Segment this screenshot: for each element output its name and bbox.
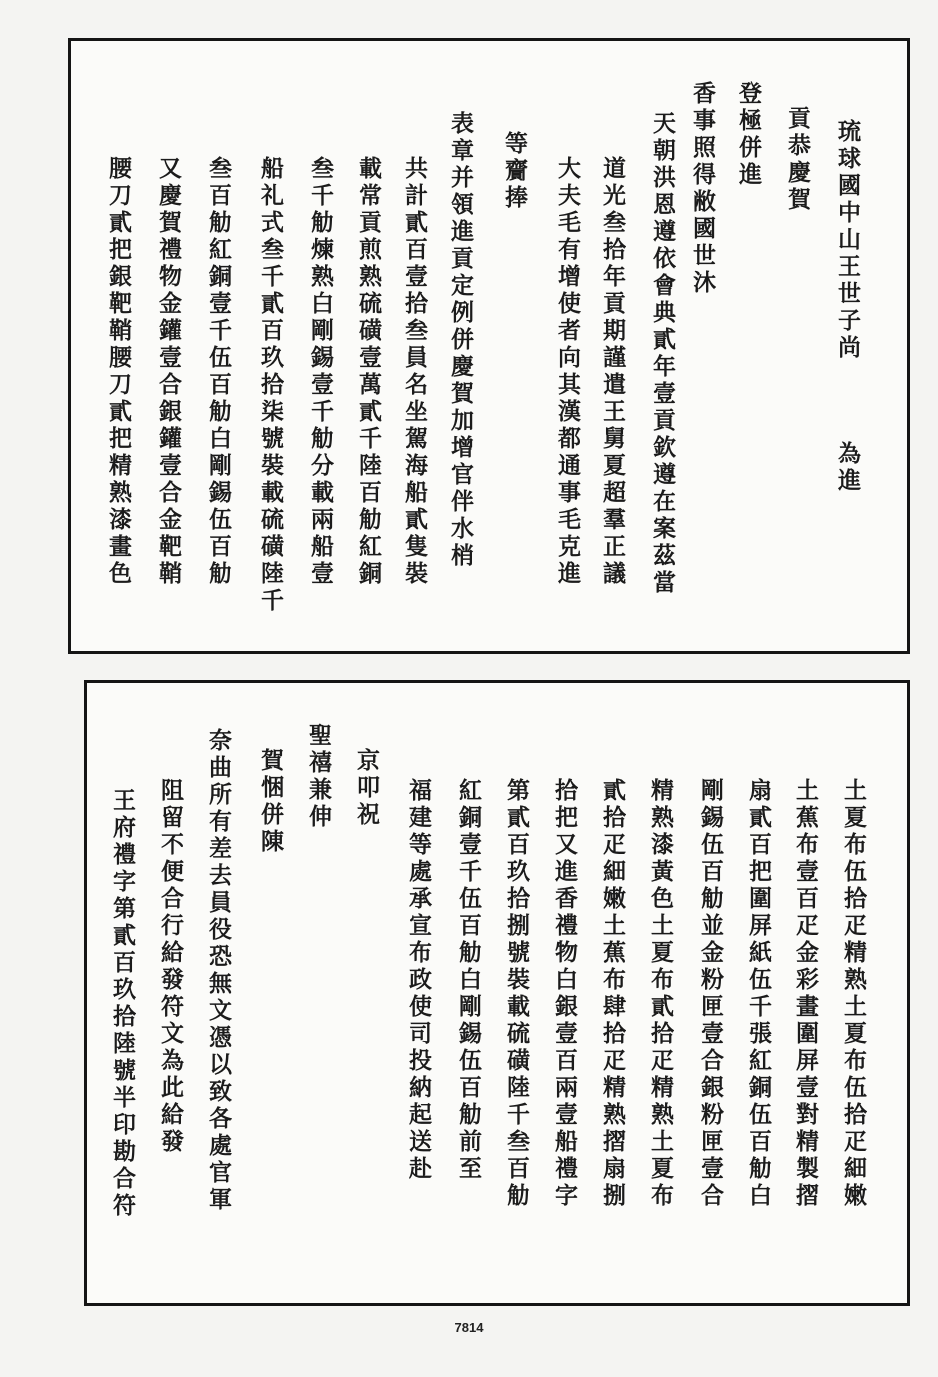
manuscript-column: 第貳百玖拾捌號裝載硫磺陸千叁百觔 (503, 778, 530, 1210)
manuscript-column: 拾把又進香禮物白銀壹百兩壹船禮字 (551, 778, 578, 1210)
manuscript-column: 土夏布伍拾疋精熟土夏布伍拾疋細嫩 (840, 778, 867, 1210)
manuscript-column: 叁百觔紅銅壹千伍百觔白剛錫伍百觔 (205, 156, 232, 588)
bottom-manuscript-panel (84, 680, 910, 1306)
manuscript-column: 扇貳百把圍屏紙伍千張紅銅伍百觔白 (745, 778, 772, 1210)
manuscript-column: 貢恭慶賀 (784, 106, 811, 214)
manuscript-column: 天朝洪恩遵依會典貳年壹貢欽遵在案茲當 (649, 111, 676, 597)
manuscript-column: 載常貢煎熟硫磺壹萬貳千陸百觔紅銅 (355, 156, 382, 588)
manuscript-column: 精熟漆黃色土夏布貳拾疋精熟土夏布 (647, 778, 674, 1210)
manuscript-column: 表章并領進貢定例併慶賀加增官伴水梢 (447, 111, 474, 570)
manuscript-column: 紅銅壹千伍百觔白剛錫伍百觔前至 (455, 778, 482, 1183)
top-manuscript-panel (68, 38, 910, 654)
manuscript-column: 道光叁拾年貢期謹遣王舅夏超羣正議 (599, 156, 626, 588)
manuscript-column: 王府禮字第貳百玖拾陸號半印勘合符 (109, 788, 136, 1220)
manuscript-column: 琉球國中山王世子尚 (834, 119, 861, 362)
manuscript-column: 賀悃併陳 (257, 748, 284, 856)
manuscript-column: 剛錫伍百觔並金粉匣壹合銀粉匣壹合 (697, 778, 724, 1210)
manuscript-column: 阻留不便合行給發符文為此給發 (157, 778, 184, 1156)
manuscript-column: 貳拾疋細嫩土蕉布肆拾疋精熟摺扇捌 (599, 778, 626, 1210)
manuscript-column: 為進 (834, 441, 861, 495)
manuscript-column: 船礼式叁千貳百玖拾柒號裝載硫磺陸千 (257, 156, 284, 615)
manuscript-column: 叁千觔煉熟白剛錫壹千觔分載兩船壹 (307, 156, 334, 588)
manuscript-column: 共計貳百壹拾叁員名坐駕海船貳隻裝 (401, 156, 428, 588)
manuscript-column: 京叩祝 (353, 748, 380, 829)
manuscript-column: 香事照得敝國世沐 (689, 81, 716, 297)
manuscript-column: 聖禧兼伸 (305, 723, 332, 831)
manuscript-column: 奈曲所有差去員役恐無文憑以致各處官軍 (205, 728, 232, 1214)
manuscript-column: 登極併進 (735, 81, 762, 189)
manuscript-column: 福建等處承宣布政使司投納起送赴 (405, 778, 432, 1183)
manuscript-column: 等齎捧 (501, 131, 528, 212)
manuscript-column: 腰刀貳把銀靶鞘腰刀貳把精熟漆畫色 (105, 156, 132, 588)
manuscript-column: 土蕉布壹百疋金彩畫圍屏壹對精製摺 (792, 778, 819, 1210)
manuscript-column: 又慶賀禮物金鑵壹合銀鑵壹合金靶鞘 (155, 156, 182, 588)
manuscript-column: 大夫毛有增使者向其漢都通事毛克進 (554, 156, 581, 588)
page-number: 7814 (454, 1320, 484, 1335)
